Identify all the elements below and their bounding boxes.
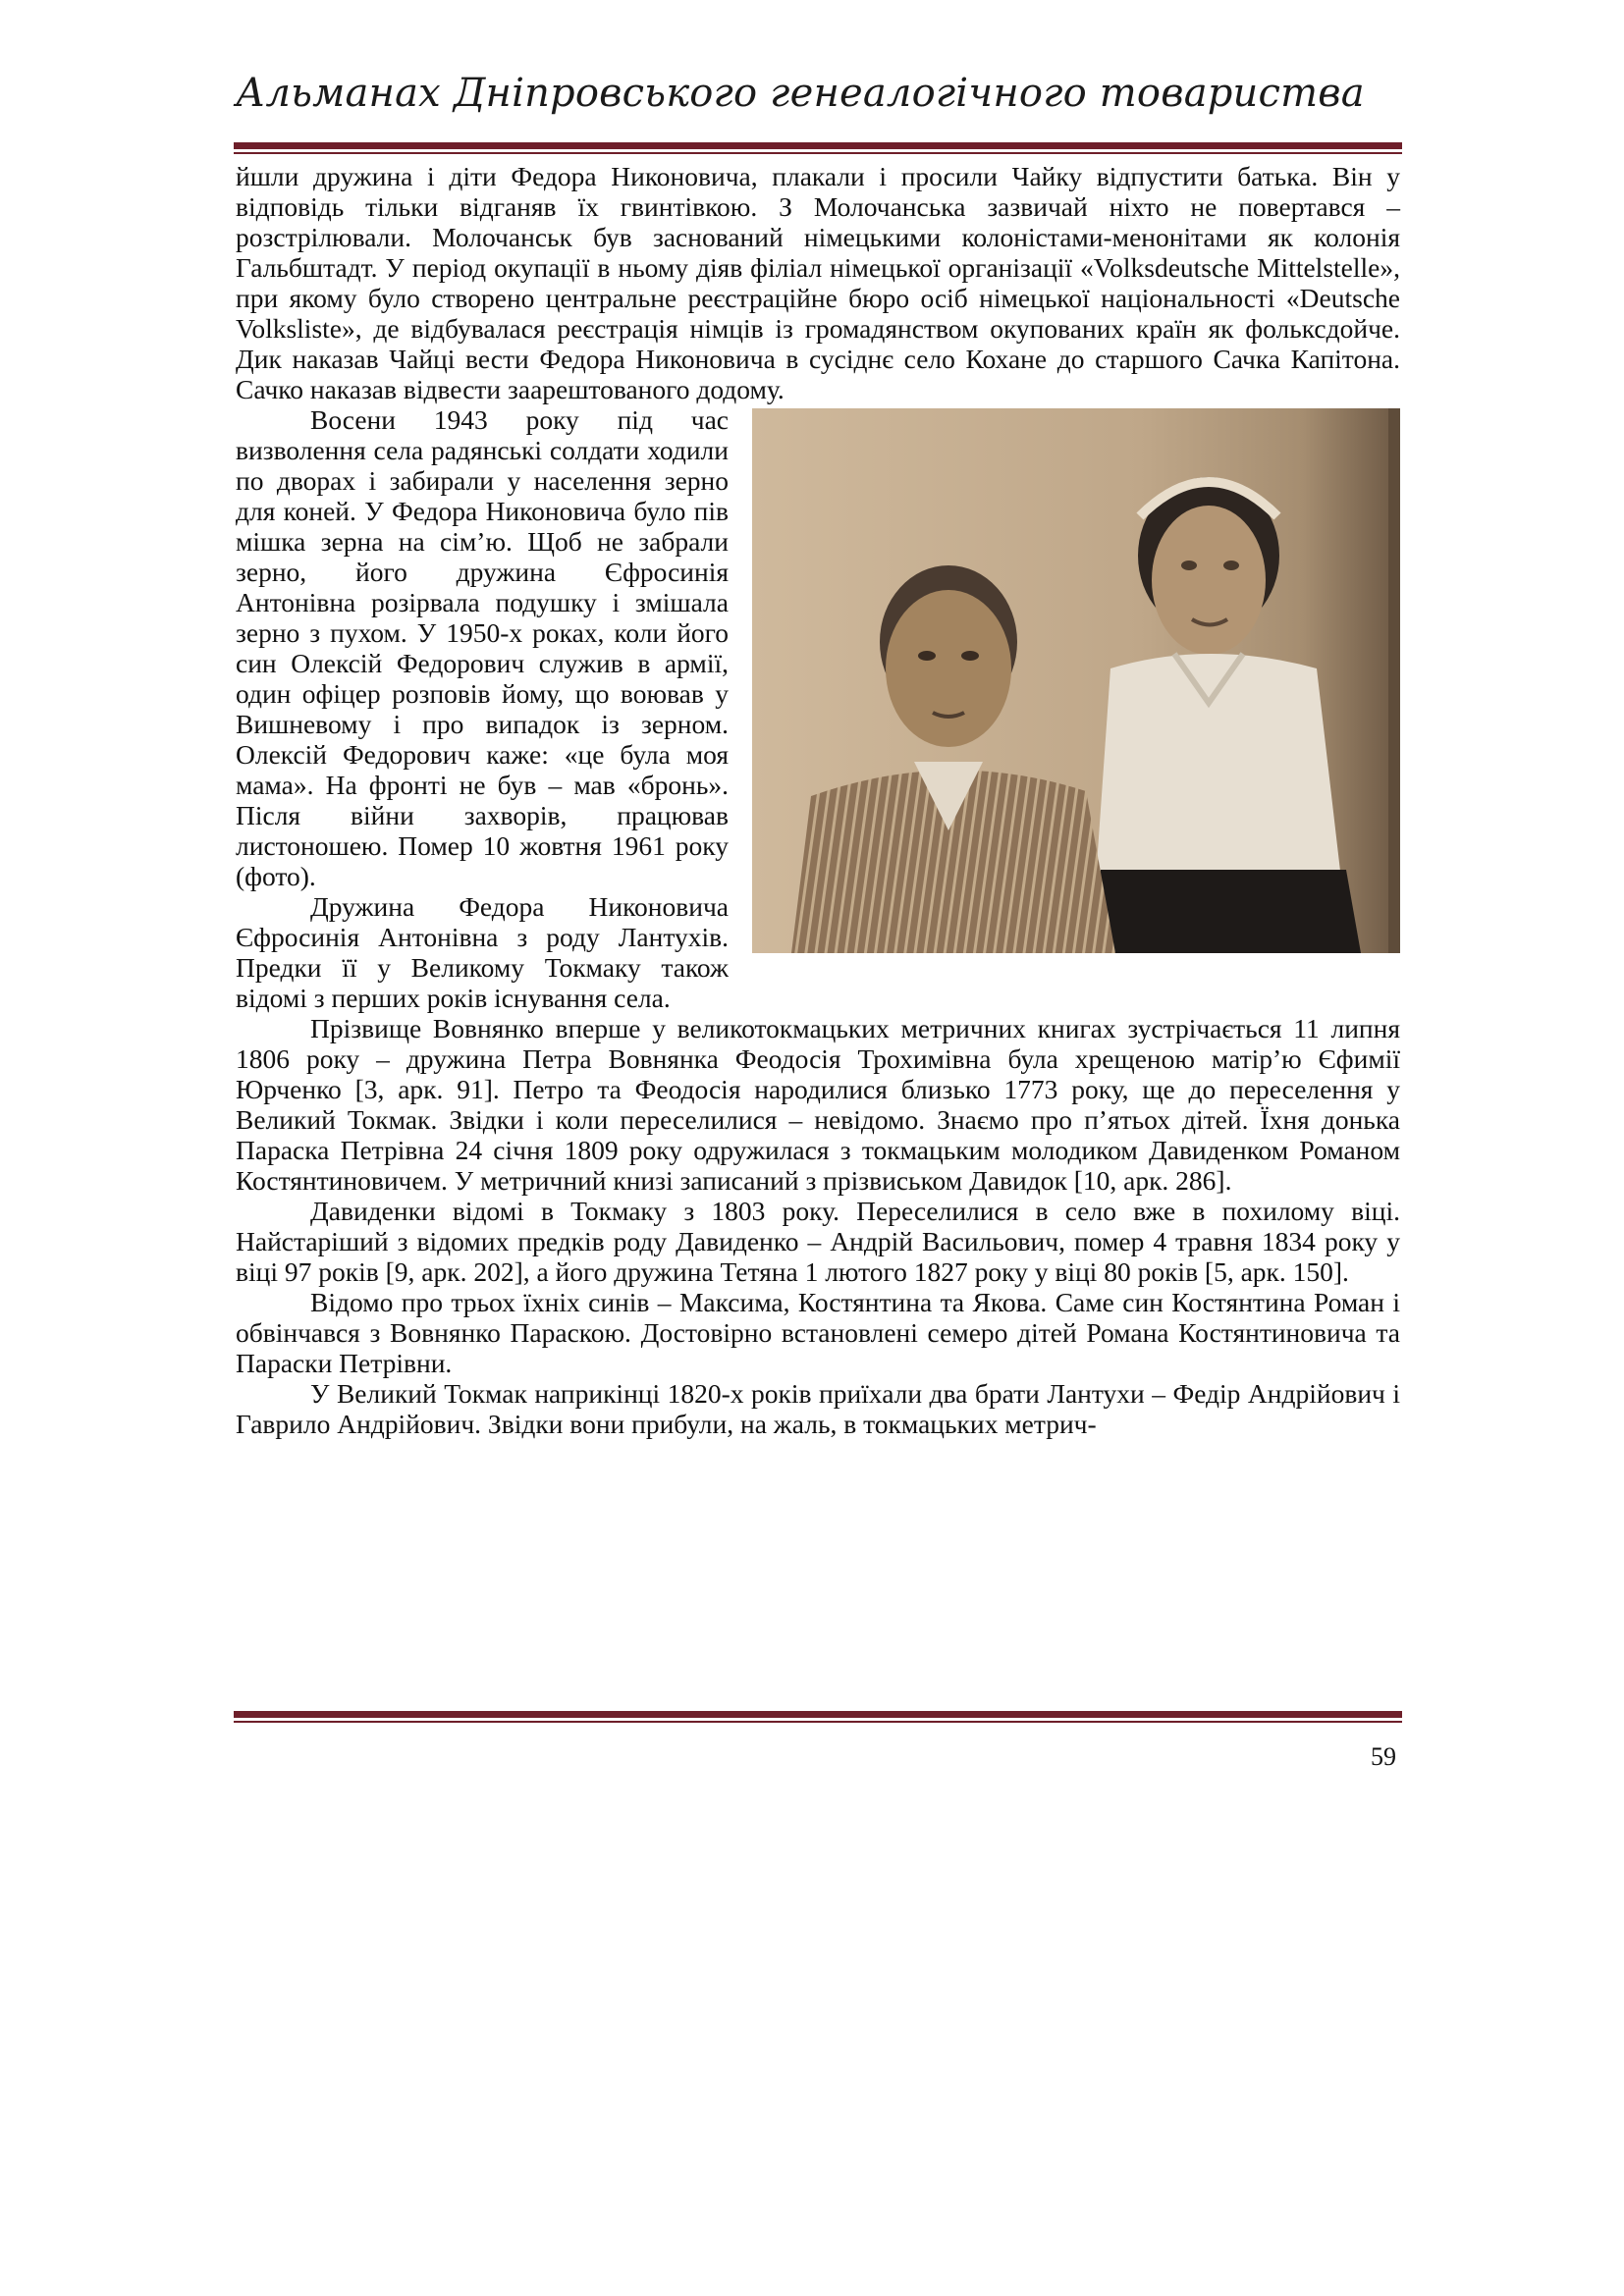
footer-divider xyxy=(234,1711,1402,1723)
paragraph-2-text: Восени 1943 року під час визволення села радянські солдати ходили по дворах і забирали у населення зерно для коней. У Федора Никоновича було пів мішка зерна на сім’ю. Щоб не забрали зерно, його дружина Єфросинія Антонівна розірвала подушку і змішала зерно з пухом. У 1950-х роках, коли його син Олексій Федорович служив в армії, один офіцер розповів йому, що воював у Вишневому і про випадок із зерном. Олексій Федорович каже: «це була моя мама». На фронті не був – мав «бронь». Після війни захворів, працював листоношею. Помер 10 жовтня 1961 року (фото). xyxy=(236,404,729,891)
paragraph-2 xyxy=(236,404,1400,891)
page-number: 59 xyxy=(1371,1742,1396,1771)
paragraph-1: йшли дружина і діти Федора Никоновича, плакали і просили Чайку відпустити батька. Він у відповідь тільки відганяв їх гвинтівкою. З Молочанська зазвичай ніхто не повертався – розстрілювали. Молочанськ був заснований німецькими колоністами-менонітами як колонія Гальбштадт. У період окупації в ньому діяв філіал німецької організації «Volksdeutsche Mittelstelle», при якому було створено центральне реєстраційне бюро осіб німецької національності «Deutsche Volksliste», де відбувалася реєстрація німців із громадянством окупованих країн як фольксдойче. Дик наказав Чайці вести Федора Никоновича в сусіднє село Кохане до старшого Сачка Капітона. Сачко наказав відвести заарештованого додому. xyxy=(236,161,1400,404)
paragraph-7: У Великий Токмак наприкінці 1820-х років приїхали два брати Лантухи – Федір Андрійович і Гаврило Андрійович. Звідки вони прибули, на жаль, в токмацьких метрич- xyxy=(236,1378,1400,1439)
paragraph-3: Дружина Федора Никоновича Єфросинія Антонівна з роду Лантухів. Предки її у Великому Токмаку також відомі з перших років існування села. xyxy=(236,891,729,1013)
paragraph-4: Прізвище Вовнянко вперше у великотокмацьких метричних книгах зустрічається 11 липня 1806 року – дружина Петра Вовнянка Феодосія Трохимівна була хрещеною матір’ю Єфимії Юрченко [3, арк. 91]. Петро та Феодосія народилися близько 1773 року, ще до переселення у Великий Токмак. Звідки і коли переселилися – невідомо. Знаємо про п’ятьох дітей. Їхня донька Параска Петрівна 24 січня 1809 року одружилася з токмацьким молодиком Давиденком Романом Костянтиновичем. У метричний книзі записаний з прізвиськом Давидок [10, арк. 286]. xyxy=(236,1013,1400,1196)
article-body xyxy=(236,161,1400,1439)
paragraph-5: Давиденки відомі в Токмаку з 1803 року. Переселилися в село вже в похилому віці. Найстаріший з відомих предків роду Давиденко – Андрій Васильович, помер 4 травня 1834 року у віці 97 років [9, арк. 202], а його дружина Тетяна 1 лютого 1827 року у віці 80 років [5, арк. 150]. xyxy=(236,1196,1400,1287)
almanac-running-title: Альманах Дніпровського генеалогічного товариства xyxy=(236,71,1365,116)
header-divider xyxy=(234,142,1402,154)
couple-photograph xyxy=(752,408,1400,953)
paragraph-6: Відомо про трьох їхніх синів – Максима, Костянтина та Якова. Саме син Костянтина Роман і обвінчався з Вовнянко Параскою. Достовірно встановлені семеро дітей Романа Костянтиновича та Параски Петрівни. xyxy=(236,1287,1400,1378)
